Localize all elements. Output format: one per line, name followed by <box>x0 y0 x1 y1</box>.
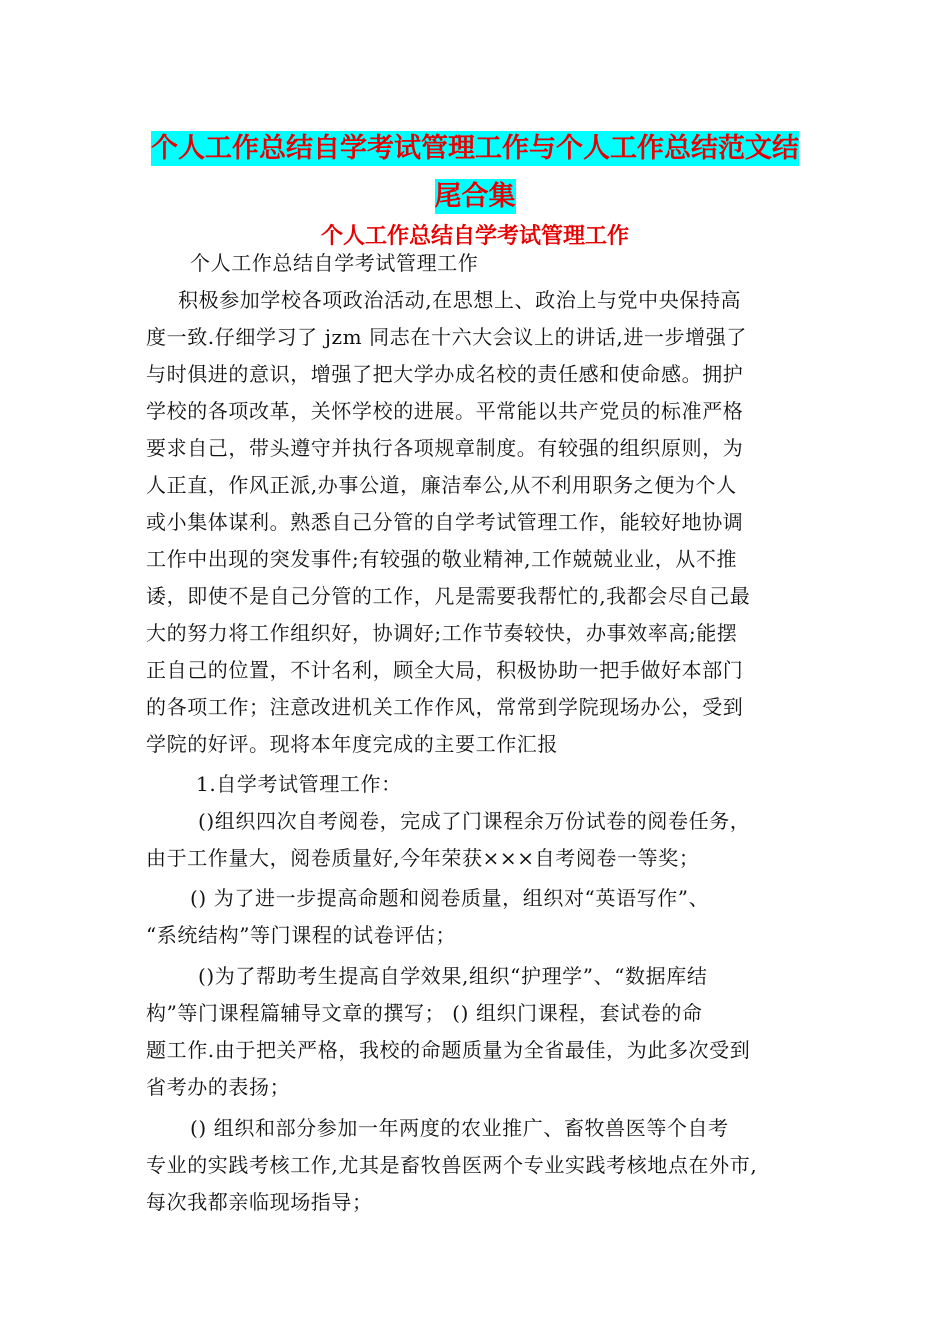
document-title <box>140 125 810 221</box>
item-line: 专业的实践考核工作,尤其是畜牧兽医两个专业实践考核地点在外市, <box>146 1153 758 1177</box>
item-line: 由于工作量大，阅卷质量好,今年荣获×××自考阅卷一等奖； <box>146 846 700 870</box>
intro-heading: 个人工作总结自学考试管理工作 <box>190 251 479 275</box>
paragraph-line: 与时俱进的意识，增强了把大学办成名校的责任感和使命感。拥护 <box>146 362 744 386</box>
item-line: “系统结构”等门课程的试卷评估； <box>146 923 457 947</box>
paragraph-line: 学院的好评。现将本年度完成的主要工作汇报 <box>146 732 558 756</box>
item-line: () 组织和部分参加一年两度的农业推广、畜牧兽医等个自考 <box>190 1116 729 1140</box>
paragraph-line: 大的努力将工作组织好，协调好;工作节奏较快，办事效率高;能摆 <box>146 621 738 645</box>
title-line-2: 尾合集 <box>434 181 516 212</box>
item-1 <box>146 803 808 877</box>
item-line: 每次我都亲临现场指导； <box>146 1190 373 1214</box>
paragraph-line: 度一致.仔细学习了 jzm 同志在十六大会议上的讲话,进一步增强了 <box>146 325 747 349</box>
document-subtitle: 个人工作总结自学考试管理工作 <box>320 224 629 249</box>
paragraph-line: 诿，即使不是自己分管的工作，凡是需要我帮忙的,我都会尽自己最 <box>146 584 751 608</box>
item-4 <box>146 1110 808 1221</box>
item-3 <box>146 958 808 1106</box>
paragraph-line: 积极参加学校各项政治活动,在思想上、政治上与党中央保持高 <box>178 288 742 312</box>
title-line-1: 个人工作总结自学考试管理工作与个人工作总结范文结 <box>151 133 799 164</box>
item-line: ()组织四次自考阅卷，完成了门课程余万份试卷的阅卷任务， <box>198 809 751 833</box>
paragraph-line: 工作中出现的突发事件;有较强的敬业精神,工作兢兢业业，从不推 <box>146 547 738 571</box>
paragraph-1 <box>146 282 808 763</box>
section-1-heading: 1.自学考试管理工作： <box>196 772 402 796</box>
item-line: 题工作.由于把关严格，我校的命题质量为全省最佳，为此多次受到 <box>146 1038 751 1062</box>
paragraph-line: 要求自己，带头遵守并执行各项规章制度。有较强的组织原则，为 <box>146 436 744 460</box>
paragraph-line: 或小集体谋利。熟悉自己分管的自学考试管理工作，能较好地协调 <box>146 510 744 534</box>
item-line: () 为了进一步提高命题和阅卷质量，组织对“英语写作”、 <box>190 886 710 910</box>
item-2 <box>146 880 808 954</box>
paragraph-line: 的各项工作；注意改进机关工作作风，常常到学院现场办公，受到 <box>146 695 744 719</box>
paragraph-line: 学校的各项改革，关怀学校的进展。平常能以共产党员的标准严格 <box>146 399 744 423</box>
paragraph-line: 正自己的位置，不计名利，顾全大局，积极协助一把手做好本部门 <box>146 658 744 682</box>
paragraph-line: 人正直，作风正派,办事公道，廉洁奉公,从不利用职务之便为个人 <box>146 473 737 497</box>
item-line: 构”等门课程篇辅导文章的撰写； () 组织门课程，套试卷的命 <box>146 1001 703 1025</box>
item-line: 省考办的表扬； <box>146 1075 291 1099</box>
item-line: ()为了帮助考生提高自学效果,组织“护理学”、“数据库结 <box>198 964 708 988</box>
